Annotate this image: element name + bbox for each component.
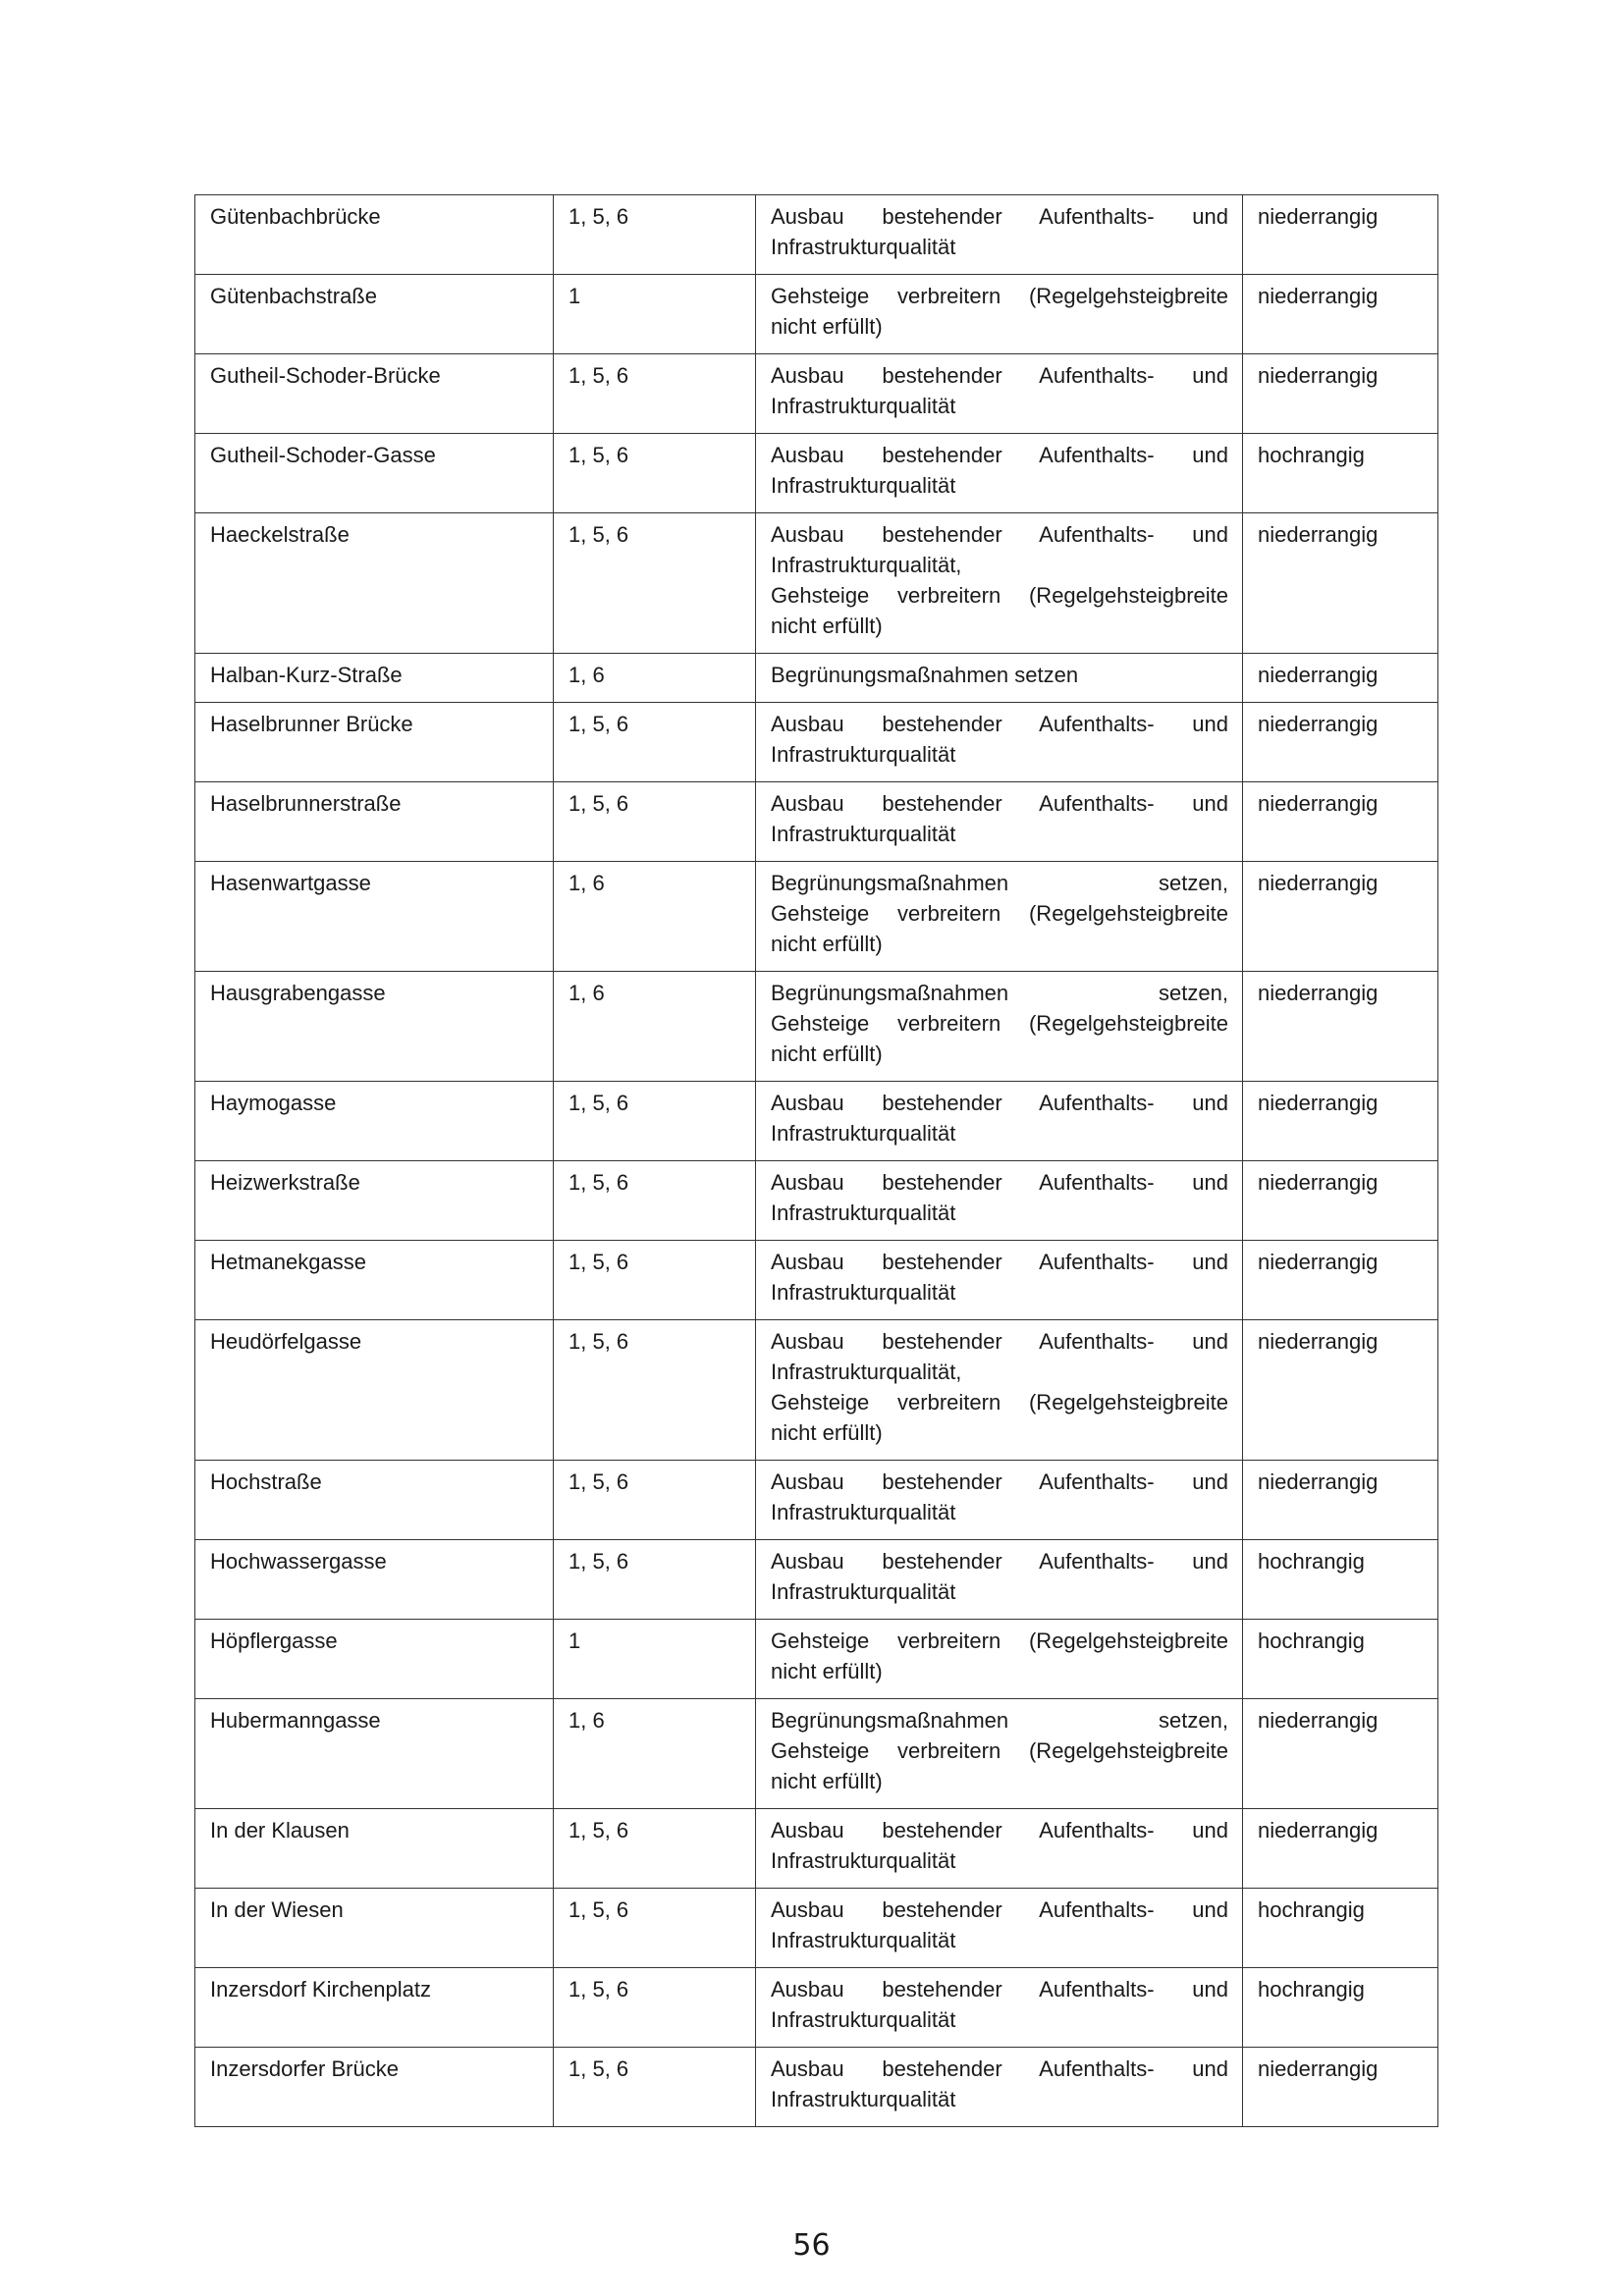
table-row [195,782,1438,862]
street-name-cell: Halban-Kurz-Straße [195,654,554,703]
table-row [195,1809,1438,1889]
road-rank-cell: niederrangig [1243,654,1438,703]
street-name-cell: In der Klausen [195,1809,554,1889]
table-row [195,1461,1438,1540]
road-rank-cell: niederrangig [1243,1161,1438,1241]
street-name-cell: Haselbrunnerstraße [195,782,554,862]
road-rank-cell: hochrangig [1243,1968,1438,2048]
street-name-cell: Hochwassergasse [195,1540,554,1620]
table-row [195,1241,1438,1320]
measure-cell [756,703,1243,782]
measure-cell [756,1241,1243,1320]
measure-line: Ausbau bestehender Aufenthalts- und [771,1469,1228,1494]
measure-line: nicht erfüllt) [771,932,883,956]
road-rank-cell: hochrangig [1243,1620,1438,1699]
measure-line: Infrastrukturqualität [771,822,956,846]
table-row [195,1082,1438,1161]
category-ids-cell: 1, 6 [554,862,756,972]
measure-cell [756,195,1243,275]
measure-line: Infrastrukturqualität [771,1500,956,1524]
measure-line: Begrünungsmaßnahmen setzen, [771,981,1228,1005]
category-ids-cell: 1, 5, 6 [554,1809,756,1889]
road-rank-cell: niederrangig [1243,1461,1438,1540]
measure-line: Infrastrukturqualität [771,1848,956,1873]
measure-cell [756,1809,1243,1889]
category-ids-cell: 1, 5, 6 [554,1968,756,2048]
measure-cell [756,1968,1243,2048]
road-rank-cell: niederrangig [1243,972,1438,1082]
road-rank-cell: niederrangig [1243,2048,1438,2127]
measure-cell [756,2048,1243,2127]
category-ids-cell: 1, 5, 6 [554,1461,756,1540]
measure-line: Ausbau bestehender Aufenthalts- und [771,1250,1228,1274]
measure-line: Infrastrukturqualität [771,1579,956,1604]
road-rank-cell: hochrangig [1243,1540,1438,1620]
category-ids-cell: 1 [554,275,756,354]
street-name-cell: Höpflergasse [195,1620,554,1699]
category-ids-cell: 1, 5, 6 [554,1161,756,1241]
street-name-cell: Inzersdorf Kirchenplatz [195,1968,554,2048]
street-name-cell: Gutheil-Schoder-Gasse [195,434,554,513]
measure-line: nicht erfüllt) [771,314,883,339]
road-rank-cell: niederrangig [1243,1699,1438,1809]
measure-line: Begrünungsmaßnahmen setzen, [771,871,1228,895]
category-ids-cell: 1, 5, 6 [554,513,756,654]
measures-table [194,194,1438,2127]
category-ids-cell: 1, 6 [554,972,756,1082]
measure-line: Begrünungsmaßnahmen setzen, [771,1708,1228,1733]
category-ids-cell: 1 [554,1620,756,1699]
measure-line: Infrastrukturqualität [771,1928,956,1952]
measure-line: Infrastrukturqualität [771,235,956,259]
table-row [195,1889,1438,1968]
measure-line: Ausbau bestehender Aufenthalts- und [771,1977,1228,2002]
category-ids-cell: 1, 5, 6 [554,1320,756,1461]
measure-cell [756,1161,1243,1241]
table-row [195,654,1438,703]
measure-line: Gehsteige verbreitern (Regelgehsteigbreite [771,1629,1228,1653]
measure-line: Infrastrukturqualität [771,1121,956,1146]
road-rank-cell: niederrangig [1243,275,1438,354]
street-name-cell: Hausgrabengasse [195,972,554,1082]
category-ids-cell: 1, 5, 6 [554,1082,756,1161]
measure-line: Infrastrukturqualität [771,742,956,767]
measure-line: nicht erfüllt) [771,1769,883,1793]
measure-cell [756,1540,1243,1620]
street-name-cell: Haeckelstraße [195,513,554,654]
road-rank-cell: niederrangig [1243,1320,1438,1461]
road-rank-cell: niederrangig [1243,1809,1438,1889]
category-ids-cell: 1, 5, 6 [554,703,756,782]
measure-line: Ausbau bestehender Aufenthalts- und [771,1549,1228,1574]
street-name-cell: Gutheil-Schoder-Brücke [195,354,554,434]
measure-line: Ausbau bestehender Aufenthalts- und [771,2056,1228,2081]
measure-cell [756,654,1243,703]
table-row [195,862,1438,972]
measure-line: Gehsteige verbreitern (Regelgehsteigbreite [771,1011,1228,1036]
measure-line: Gehsteige verbreitern (Regelgehsteigbreite [771,583,1228,608]
table-row [195,703,1438,782]
measure-line: Ausbau bestehender Aufenthalts- und [771,363,1228,388]
category-ids-cell: 1, 5, 6 [554,434,756,513]
measure-line: Ausbau bestehender Aufenthalts- und [771,1091,1228,1115]
measure-cell [756,354,1243,434]
street-name-cell: Hasenwartgasse [195,862,554,972]
street-name-cell: In der Wiesen [195,1889,554,1968]
measure-cell [756,1461,1243,1540]
table-row [195,972,1438,1082]
table-row [195,354,1438,434]
measure-line: Gehsteige verbreitern (Regelgehsteigbreite [771,901,1228,926]
measure-line: nicht erfüllt) [771,1420,883,1445]
measure-line: Ausbau bestehender Aufenthalts- und [771,1329,1228,1354]
street-name-cell: Heizwerkstraße [195,1161,554,1241]
measure-line: Begrünungsmaßnahmen setzen [771,663,1079,687]
road-rank-cell: hochrangig [1243,1889,1438,1968]
measure-cell [756,513,1243,654]
measure-line: nicht erfüllt) [771,1041,883,1066]
measure-cell [756,434,1243,513]
table-row [195,1320,1438,1461]
table-row [195,1620,1438,1699]
measure-line: Infrastrukturqualität, [771,1360,962,1384]
category-ids-cell: 1, 6 [554,1699,756,1809]
measure-line: Ausbau bestehender Aufenthalts- und [771,1897,1228,1922]
category-ids-cell: 1, 5, 6 [554,1889,756,1968]
road-rank-cell: niederrangig [1243,513,1438,654]
measure-line: Ausbau bestehender Aufenthalts- und [771,204,1228,229]
category-ids-cell: 1, 5, 6 [554,1540,756,1620]
measure-line: Ausbau bestehender Aufenthalts- und [771,522,1228,547]
measure-line: Ausbau bestehender Aufenthalts- und [771,791,1228,816]
street-name-cell: Heudörfelgasse [195,1320,554,1461]
measure-line: Ausbau bestehender Aufenthalts- und [771,712,1228,736]
table-row [195,434,1438,513]
category-ids-cell: 1, 5, 6 [554,1241,756,1320]
street-name-cell: Inzersdorfer Brücke [195,2048,554,2127]
measure-cell [756,1889,1243,1968]
measure-line: Infrastrukturqualität [771,1280,956,1305]
road-rank-cell: hochrangig [1243,434,1438,513]
measure-cell [756,1620,1243,1699]
measure-line: Infrastrukturqualität, [771,553,962,577]
road-rank-cell: niederrangig [1243,703,1438,782]
measure-cell [756,1320,1243,1461]
measure-line: Ausbau bestehender Aufenthalts- und [771,1818,1228,1842]
table-row [195,1699,1438,1809]
road-rank-cell: niederrangig [1243,354,1438,434]
table-row [195,1968,1438,2048]
measure-line: Ausbau bestehender Aufenthalts- und [771,443,1228,467]
street-name-cell: Gütenbachbrücke [195,195,554,275]
category-ids-cell: 1, 5, 6 [554,354,756,434]
street-name-cell: Hetmanekgasse [195,1241,554,1320]
measure-cell [756,1082,1243,1161]
category-ids-cell: 1, 5, 6 [554,195,756,275]
measure-line: Infrastrukturqualität [771,2087,956,2111]
table-row [195,1540,1438,1620]
measure-line: Infrastrukturqualität [771,1201,956,1225]
measure-cell [756,1699,1243,1809]
measure-line: nicht erfüllt) [771,1659,883,1683]
category-ids-cell: 1, 6 [554,654,756,703]
measure-cell [756,972,1243,1082]
road-rank-cell: niederrangig [1243,862,1438,972]
road-rank-cell: niederrangig [1243,1082,1438,1161]
measure-line: Gehsteige verbreitern (Regelgehsteigbreite [771,1738,1228,1763]
category-ids-cell: 1, 5, 6 [554,2048,756,2127]
measure-cell [756,275,1243,354]
measure-line: Gehsteige verbreitern (Regelgehsteigbreite [771,284,1228,308]
street-name-cell: Hochstraße [195,1461,554,1540]
measure-cell [756,782,1243,862]
street-name-cell: Haymogasse [195,1082,554,1161]
street-name-cell: Hubermanngasse [195,1699,554,1809]
table-row [195,195,1438,275]
table-body [195,195,1438,2127]
measure-line: Gehsteige verbreitern (Regelgehsteigbreite [771,1390,1228,1415]
measure-line: nicht erfüllt) [771,614,883,638]
measure-line: Infrastrukturqualität [771,473,956,498]
measure-cell [756,862,1243,972]
road-rank-cell: niederrangig [1243,1241,1438,1320]
street-name-cell: Gütenbachstraße [195,275,554,354]
street-name-cell: Haselbrunner Brücke [195,703,554,782]
road-rank-cell: niederrangig [1243,195,1438,275]
measure-line: Infrastrukturqualität [771,2007,956,2032]
measure-line: Infrastrukturqualität [771,394,956,418]
road-rank-cell: niederrangig [1243,782,1438,862]
page-number: 56 [792,2228,831,2263]
table-row [195,2048,1438,2127]
measure-line: Ausbau bestehender Aufenthalts- und [771,1170,1228,1195]
category-ids-cell: 1, 5, 6 [554,782,756,862]
table-row [195,513,1438,654]
table-row [195,275,1438,354]
table-row [195,1161,1438,1241]
